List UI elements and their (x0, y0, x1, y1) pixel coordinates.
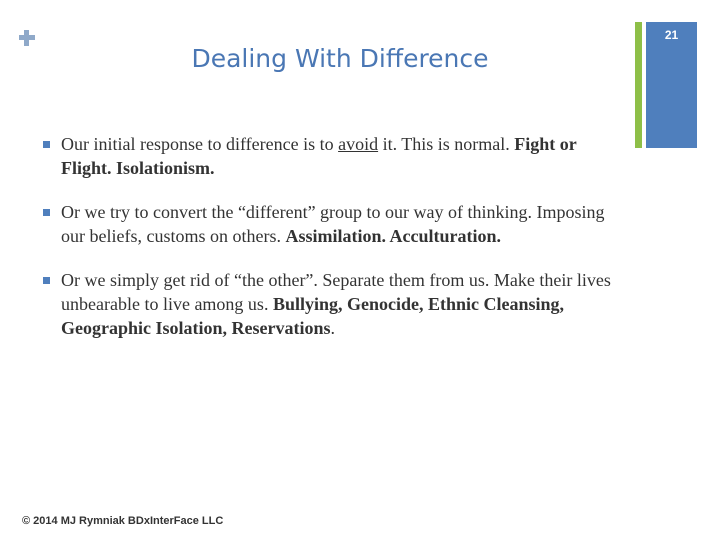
bullet-bold-text: Fight or Flight. Isolationism. (61, 134, 577, 178)
slide-number: 21 (664, 28, 679, 42)
square-bullet-icon (43, 141, 50, 148)
bullet-item-remove (43, 268, 623, 340)
bullet-bold-text: Assimilation. Acculturation. (285, 226, 501, 246)
square-bullet-icon (43, 209, 50, 216)
bullet-bold-text: Bullying, Genocide, Ethnic Cleansing, Geographic Isolation, Reservations (61, 294, 565, 338)
bullet-item-convert (43, 200, 623, 248)
bullet-text: it. This is normal. (378, 134, 515, 154)
bullet-underlined-text: avoid (338, 134, 379, 154)
square-bullet-icon (43, 277, 50, 284)
bullet-item-avoid (43, 132, 623, 180)
bullet-text: Our initial response to difference is to (61, 134, 339, 154)
bullet-text: Or we simply get rid of “the other”. Separate them from us. Make their lives unbearable to live among us. (61, 270, 611, 314)
plus-icon (17, 28, 37, 48)
bullet-text: Or we try to convert the “different” group to our way of thinking. Imposing our beliefs, customs on others. (61, 202, 605, 246)
bullet-text: . (330, 318, 335, 338)
slide-title: Dealing With Difference (191, 44, 489, 73)
accent-bar-green (635, 22, 642, 148)
copyright-footer: © 2014 MJ Rymniak BDxInterFace LLC (22, 515, 224, 527)
bullet-list (43, 132, 623, 360)
